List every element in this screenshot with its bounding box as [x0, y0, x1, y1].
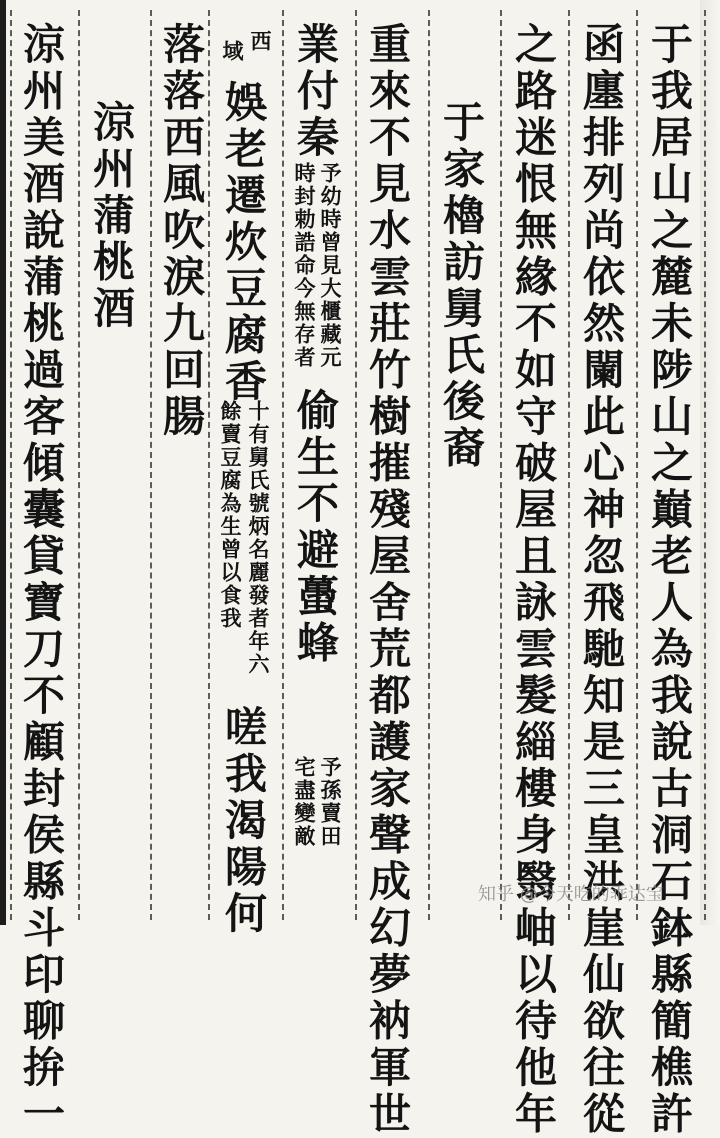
watermark: 知乎 @今天吃的乖达宝 — [478, 884, 664, 905]
column-rule — [500, 10, 502, 920]
annotation-7-left: 餘賣豆腐為生曾以食我 — [218, 400, 243, 630]
annotation-6a-right: 予幼時曾見大櫃藏元 — [318, 162, 343, 369]
column-rule — [428, 10, 430, 920]
column-rule — [355, 10, 357, 920]
poem-title-2: 涼州蒲桃酒 — [87, 100, 136, 333]
text-column-5: 重來不見水雲莊竹樹摧殘屋舍荒都護家聲成幻夢衲軍世 — [363, 22, 412, 1138]
column-rule — [10, 10, 12, 920]
text-column-6-top: 業付秦 — [291, 22, 340, 162]
poem-title-1: 于家櫓訪舅氏後裔 — [437, 100, 486, 472]
text-column-10: 涼州美酒說蒲桃過客傾囊貸寶刀不顧封侯縣斗印聊拚一 — [17, 22, 66, 1138]
text-column-7-top: 娛老遷炊豆腐香 — [219, 80, 268, 406]
column-rule — [282, 10, 284, 920]
text-column-6-mid: 偷生不避蠆蜂 — [291, 388, 340, 667]
text-column-2: 函廛排列尚依然闌此心神忽飛馳知是三皇洪崖仙欲往從 — [577, 22, 626, 1138]
column-rule — [78, 10, 80, 920]
column-rule — [636, 10, 638, 920]
annotation-6b-left: 宅盡變敵 — [292, 756, 317, 848]
page-right-edge — [700, 0, 720, 925]
column-rule — [150, 10, 152, 920]
column-rule — [208, 10, 210, 920]
annotation-6a-left: 時封勅誥命今無存者 — [292, 162, 317, 369]
text-column-3: 之路迷恨無緣不如守破屋且詠雲髮緇樓身翳岫以待他年 — [509, 22, 558, 1138]
page-binding-edge — [0, 0, 6, 925]
column-rule — [568, 10, 570, 920]
text-column-8: 落落西風吹淚九回腸 — [157, 22, 206, 441]
annotation-7-top-left: 域 — [220, 40, 245, 63]
annotation-7-top-right: 西 — [248, 30, 273, 53]
text-column-1: 于我居山之麓未陟山之巔老人為我說古洞石鉢縣簡樵許 — [645, 22, 694, 1138]
column-rule — [704, 10, 706, 920]
text-column-7-bottom: 嗟我渴陽何 — [219, 705, 268, 938]
annotation-6b-right: 予孫賣田 — [318, 756, 343, 848]
annotation-7-right: 十有舅氏號炳名麗發者年六 — [246, 400, 271, 676]
